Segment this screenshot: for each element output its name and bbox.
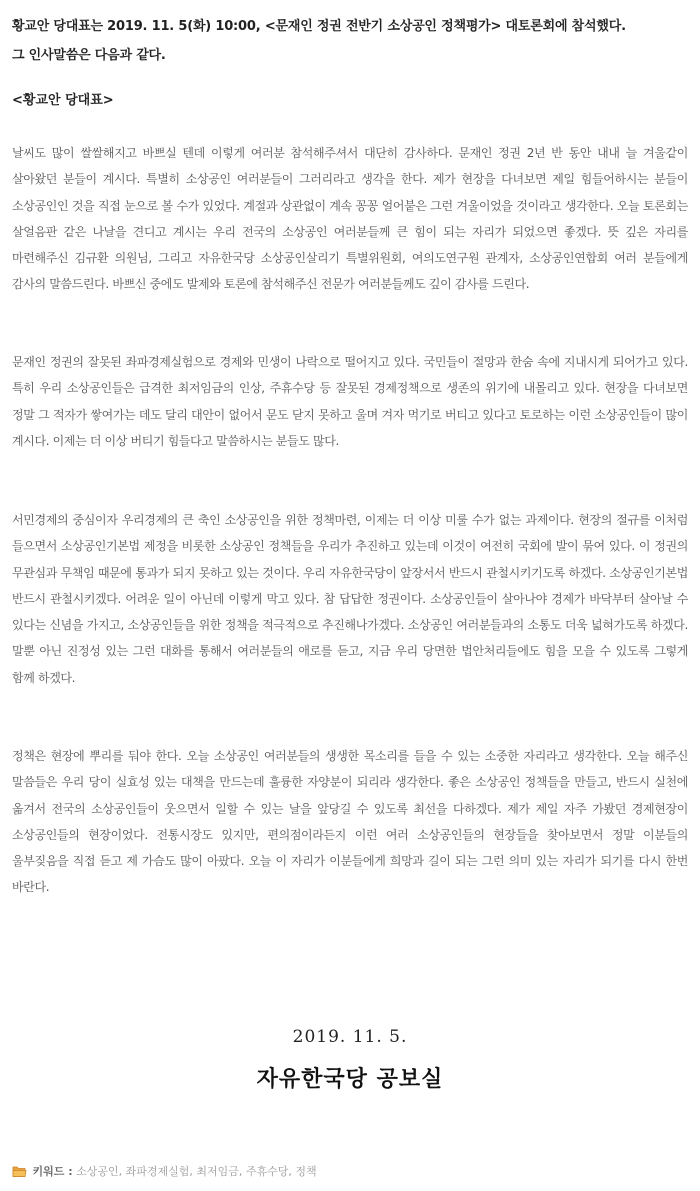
body-paragraph: 정책은 현장에 뿌리를 둬야 한다. 오늘 소상공인 여러분들의 생생한 목소리를 들을 수 있는 소중한 자리라고 생각한다. 오늘 해주신 말씀들은 우리 당이 실효성 있는 대책을 만드는데 훌륭한 자양분이 되리라 생각한다. 좋은 소상공인 정책들을 만들고, 반드시 실천에 옮겨서 전국의 소상공인들이 웃으면서 일할 수 있는 날을 앞당길 수 있도록 최선을 다하겠다. 제가 제일 자주 가봤던 경제현장이 소상공인들의 현장이었다. 전통시장도 있지만, 편의점이라든지 이런 여러 소상공인들의 현장들을 찾아보면서 정말 이분들의 울부짖음을 직접 듣고 제 가슴도 많이 아팠다. 오늘 이 자리가 이분들에게 희망과 길이 되는 그런 의미 있는 자리가 되기를 다시 한번 바란다.: [12, 749, 688, 895]
intro-line-2: 그 인사말씀은 다음과 같다.: [12, 48, 166, 63]
issuing-organization: 자유한국당 공보실: [256, 1067, 444, 1092]
speaker-heading: <황교안 당대표>: [12, 93, 114, 108]
body-paragraph: 서민경제의 중심이자 우리경제의 큰 축인 소상공인을 위한 정책마련, 이제는 더 이상 미룰 수가 없는 과제이다. 현장의 절규를 이처럼 들으면서 소상공인기본법 제정을 비롯한 소상공인 정책들을 우리가 추진하고 있는데 이것이 여전히 국회에 발이 묶여 있다. 이 정권의 무관심과 무책임 때문에 통과가 되지 못하고 있는 것이다. 우리 자유한국당이 앞장서서 반드시 관철시키기도록 하겠다. 소상공인기본법 반드시 관철시키겠다. 어려운 일이 아닌데 이렇게 막고 있다. 참 답답한 정권이다. 소상공인들이 살아나야 경제가 바닥부터 살아날 수 있다는 신념을 가지고, 소상공인들을 위한 정책을 적극적으로 추진해나가겠다. 소상공인 여러분들과의 소통도 더욱 넓혀가도록 하겠다. 말뿐 아닌 진정성 있는 그런 대화를 통해서 여러분들의 애로를 듣고, 지금 우리 당면한 법안처리들에도 힘을 모을 수 있도록 그렇게 함께 하겠다.: [12, 513, 688, 685]
keywords-line: [12, 1164, 317, 1183]
body-paragraph: 문재인 정권의 잘못된 좌파경제실험으로 경제와 민생이 나락으로 떨어지고 있다. 국민들이 절망과 한숨 속에 지내시게 되어가고 있다. 특히 우리 소상공인들은 급격한 최저임금의 인상, 주휴수당 등 잘못된 경제정책으로 생존의 위기에 내몰리고 있다. 현장을 다녀보면 정말 그 적자가 쌓여가는 데도 달리 대안이 없어서 문도 닫지 못하고 울며 겨자 먹기로 버티고 있다고 토로하는 이런 소상공인들이 많이 계시다. 이제는 더 이상 버티기 힘들다고 말씀하시는 분들도 많다.: [12, 355, 688, 448]
intro-text: [12, 12, 688, 70]
body-paragraph: 날씨도 많이 쌀쌀해지고 바쁘실 텐데 이렇게 여러분 참석해주셔서 대단히 감사하다. 문재인 정권 2년 반 동안 내내 늘 겨울같이 살아왔던 분들이 계시다. 특별히 소상공인 여러분들이 그러리라고 생각을 한다. 제가 현장을 다녀보면 제일 힘들어하시는 분들이 소상공인인 것을 직접 눈으로 볼 수가 있었다. 계절과 상관없이 계속 꽁꽁 얼어붙은 그런 겨울이었을 것이라고 생각한다. 오늘 토론회는 살얼음판 같은 나날을 견디고 계시는 우리 전국의 소상공인 여러분들께 큰 힘이 되는 자리가 되었으면 좋겠다. 뜻 깊은 자리를 마련해주신 김규환 의원님, 그리고 자유한국당 소상공인살리기 특별위원회, 여의도연구원 관계자, 소상공인연합회 여러 분들에게 감사의 말씀드린다. 바쁘신 중에도 발제와 토론에 참석해주신 전문가 여러분들께도 깊이 감사를 드린다.: [12, 146, 688, 292]
intro-line-1: 황교안 당대표는 2019. 11. 5(화) 10:00, <문재인 정권 전반기 소상공인 정책평가> 대토론회에 참석했다.: [12, 19, 626, 34]
keywords-label: 키워드 :: [32, 1165, 73, 1178]
release-date: 2019. 11. 5.: [292, 1027, 408, 1047]
folder-icon: [12, 1165, 27, 1183]
keywords-list[interactable]: 소상공인, 좌파경제실험, 최저임금, 주휴수당, 정책: [76, 1165, 317, 1178]
